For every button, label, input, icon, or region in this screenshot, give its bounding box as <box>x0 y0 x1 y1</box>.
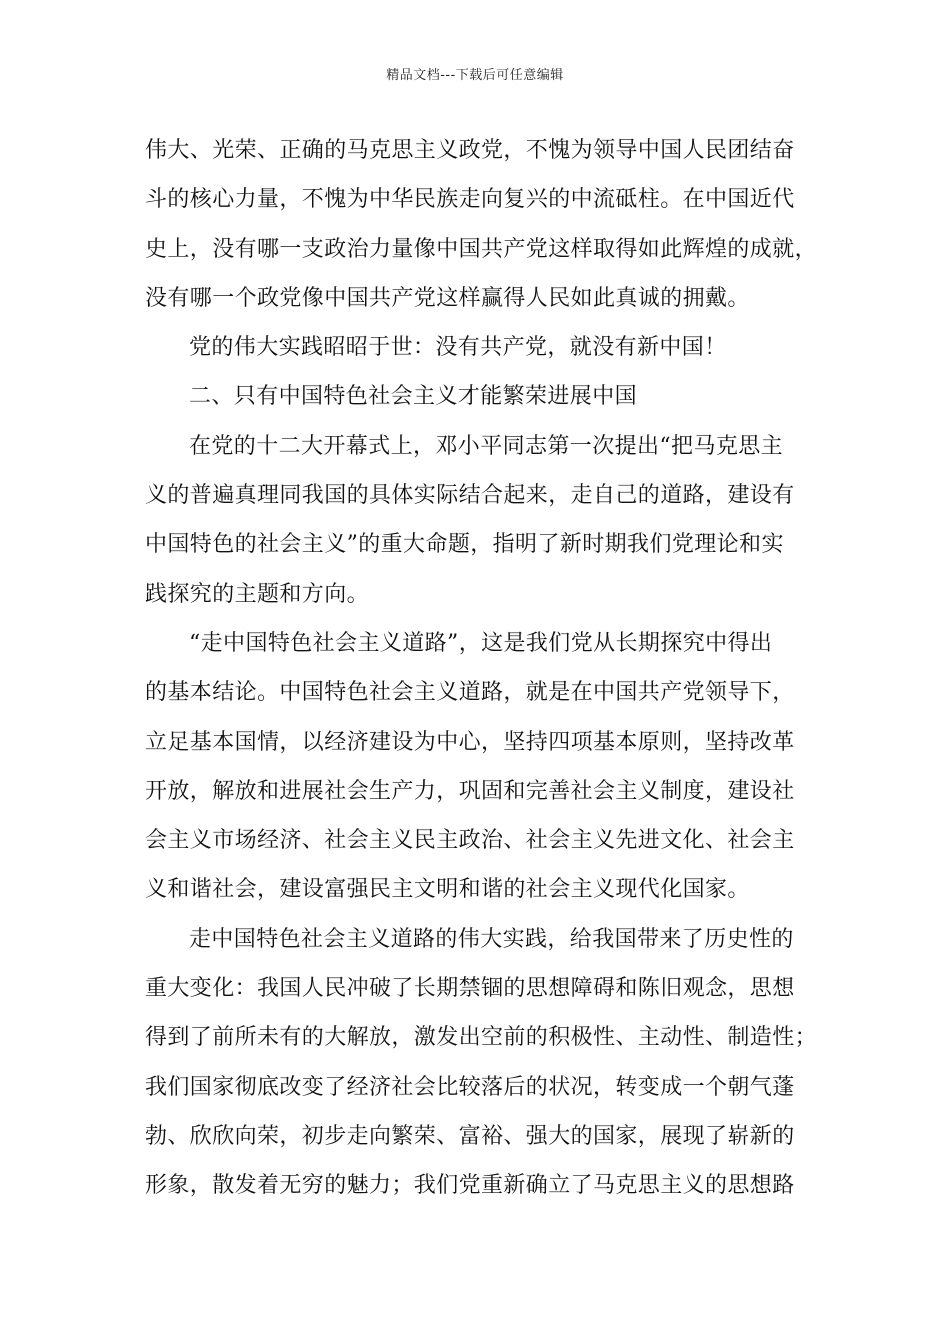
paragraph-2 <box>145 323 807 372</box>
text-line: “走中国特色社会主义道路”，这是我们党从长期探究中得出 <box>189 630 773 656</box>
paragraph-5 <box>145 915 818 1211</box>
document-body <box>145 126 818 1211</box>
text-line: 立足基本国情，以经济建设为中心，坚持四项基本原则，坚持改革 <box>145 729 795 755</box>
page-header: 精品文档---下载后可任意编辑 <box>386 68 564 83</box>
text-line: 我们国家彻底改变了经济社会比较落后的状况，转变成一个朝气蓬 <box>145 1074 795 1100</box>
text-line: 没有哪一个政党像中国共产党这样赢得人民如此真诚的拥戴。 <box>145 285 750 311</box>
text-line: 的基本结论。中国特色社会主义道路，就是在中国共产党领导下， <box>145 680 795 706</box>
text-line: 重大变化：我国人民冲破了长期禁锢的思想障碍和陈旧观念，思想 <box>145 976 795 1002</box>
text-line: 形象，散发着无穷的魅力；我们党重新确立了马克思主义的思想路 <box>145 1173 795 1199</box>
text-line: 斗的核心力量，不愧为中华民族走向复兴的中流砥柱。在中国近代 <box>145 187 795 213</box>
paragraph-3 <box>145 422 807 619</box>
paragraph-4 <box>145 619 807 915</box>
text-line: 会主义市场经济、社会主义民主政治、社会主义先进文化、社会主 <box>145 828 795 854</box>
text-line: 走中国特色社会主义道路的伟大实践，给我国带来了历史性的 <box>189 926 794 952</box>
text-line: 践探究的主题和方向。 <box>145 581 370 607</box>
text-line: 党的伟大实践昭昭于世：没有共产党，就没有新中国！ <box>189 335 727 361</box>
text-line: 史上，没有哪一支政治力量像中国共产党这样取得如此辉煌的成就， <box>145 236 818 262</box>
text-line: 中国特色的社会主义”的重大命题，指明了新时期我们党理论和实 <box>145 532 784 558</box>
text-line: 伟大、光荣、正确的马克思主义政党，不愧为领导中国人民团结奋 <box>145 138 795 163</box>
text-line: 开放，解放和进展社会生产力，巩固和完善社会主义制度，建设社 <box>145 778 795 804</box>
text-line: 得到了前所未有的大解放，激发出空前的积极性、主动性、制造性； <box>145 1025 818 1051</box>
text-line: 义的普遍真理同我国的具体实际结合起来，走自己的道路，建设有 <box>145 483 795 509</box>
text-line: 勃、欣欣向荣，初步走向繁荣、富裕、强大的国家，展现了崭新的 <box>145 1123 795 1149</box>
section-heading <box>145 372 807 421</box>
text-line: 在党的十二大开幕式上，邓小平同志第一次提出“把马克思主 <box>189 433 784 459</box>
paragraph-1 <box>145 126 818 323</box>
text-line: 二、只有中国特色社会主义才能繁荣进展中国 <box>189 384 638 410</box>
text-line: 义和谐社会，建设富强民主文明和谐的社会主义现代化国家。 <box>145 877 750 903</box>
